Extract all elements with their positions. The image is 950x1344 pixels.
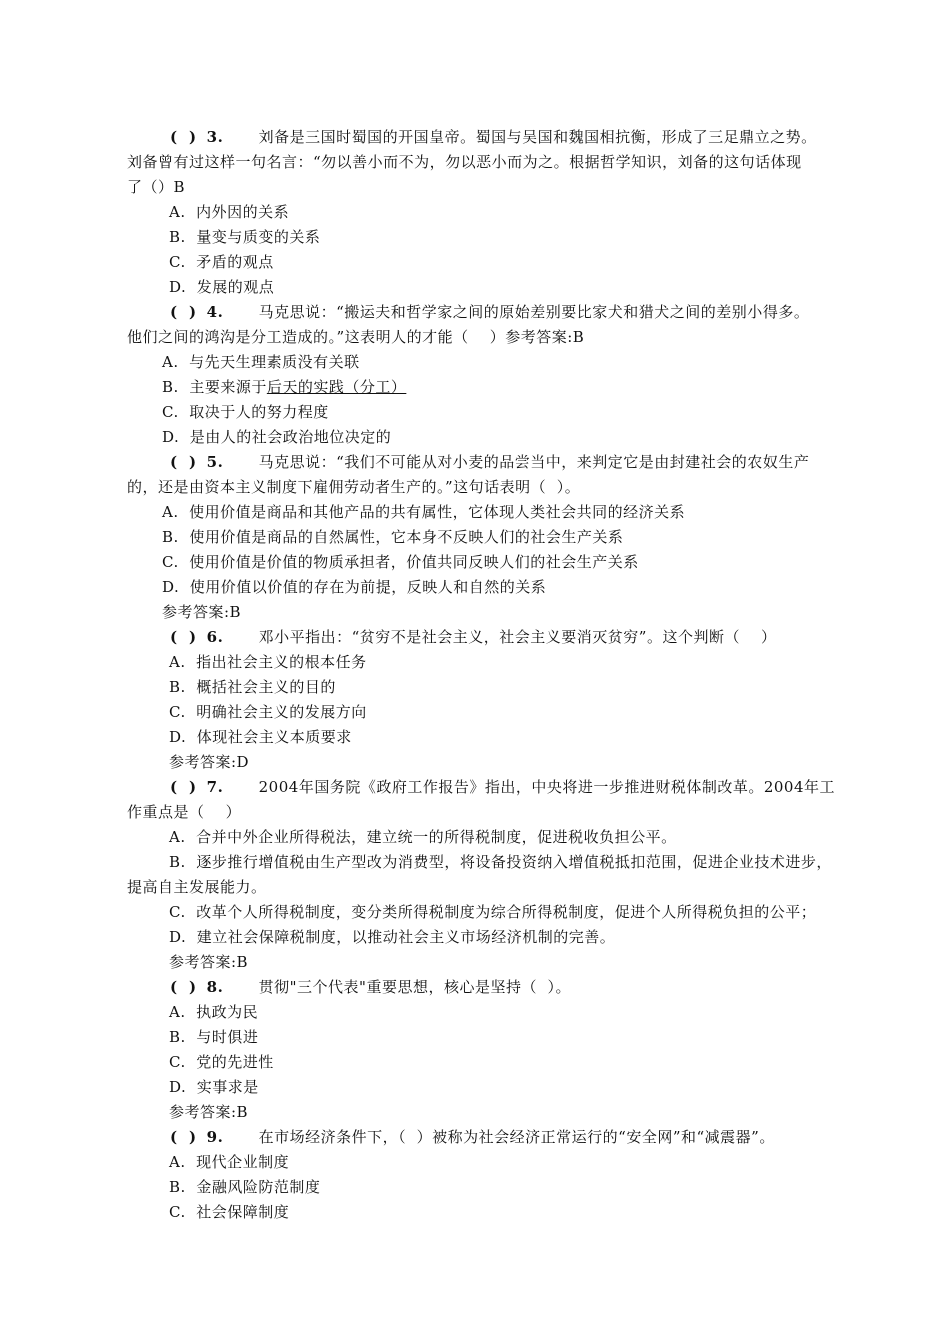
question-paren: ( ) bbox=[170, 453, 197, 471]
question-3-stem-line-2: 刘备曾有过这样一句名言：“勿以善小而不为，勿以恶小而为之。根据哲学知识，刘备的这句话体现 bbox=[127, 153, 802, 171]
question-8-stem-line-1 bbox=[170, 975, 571, 1000]
question-9-option-a: A. 现代企业制度 bbox=[169, 1153, 290, 1171]
question-4-stem-line-1 bbox=[170, 300, 809, 325]
question-7-option-c: C. 改革个人所得税制度，变分类所得税制度为综合所得税制度，促进个人所得税负担的公平； bbox=[169, 903, 817, 921]
question-9-stem-line-1 bbox=[170, 1125, 775, 1150]
question-8-option-d: D. 实事求是 bbox=[169, 1078, 259, 1096]
question-7-option-b-line-2: 提高自主发展能力。 bbox=[127, 878, 267, 896]
option-text: B. 主要来源于 bbox=[162, 378, 267, 396]
question-text: 2004年国务院《政府工作报告》指出，中央将进一步推进财税体制改革。2004年工 bbox=[258, 778, 835, 796]
question-4-option-c: C. 取决于人的努力程度 bbox=[162, 403, 329, 421]
question-6-answer: 参考答案:D bbox=[169, 753, 250, 771]
question-paren: ( ) bbox=[170, 128, 197, 146]
question-9-option-c: C. 社会保障制度 bbox=[169, 1203, 290, 1221]
question-paren: ( ) bbox=[170, 1128, 197, 1146]
question-number: 9. bbox=[206, 1128, 224, 1146]
question-3-option-a: A. 内外因的关系 bbox=[169, 203, 290, 221]
question-5-option-d: D. 使用价值以价值的存在为前提，反映人和自然的关系 bbox=[162, 578, 547, 596]
question-6-option-a: A. 指出社会主义的根本任务 bbox=[169, 653, 367, 671]
question-7-answer: 参考答案:B bbox=[169, 953, 249, 971]
question-number: 3. bbox=[206, 128, 224, 146]
question-8-option-a: A. 执政为民 bbox=[169, 1003, 259, 1021]
question-5-stem-line-2: 的，还是由资本主义制度下雇佣劳动者生产的。”这句话表明（ ）。 bbox=[127, 478, 581, 496]
question-text: 邓小平指出：“贫穷不是社会主义，社会主义要消灭贫穷”。这个判断（ ） bbox=[258, 628, 777, 646]
question-number: 4. bbox=[206, 303, 224, 321]
question-number: 8. bbox=[206, 978, 224, 996]
question-paren: ( ) bbox=[170, 778, 197, 796]
question-4-stem-line-2: 他们之间的鸿沟是分工造成的。”这表明人的才能（ ）参考答案:B bbox=[127, 328, 585, 346]
question-number: 6. bbox=[206, 628, 224, 646]
question-3-stem-line-1 bbox=[170, 125, 817, 150]
question-6-option-d: D. 体现社会主义本质要求 bbox=[169, 728, 352, 746]
question-number: 7. bbox=[206, 778, 224, 796]
question-7-option-b-line-1: B. 逐步推行增值税由生产型改为消费型，将设备投资纳入增值税抵扣范围，促进企业技术进步， bbox=[169, 853, 832, 871]
question-5-stem-line-1 bbox=[170, 450, 809, 475]
question-6-option-c: C. 明确社会主义的发展方向 bbox=[169, 703, 367, 721]
question-8-option-c: C. 党的先进性 bbox=[169, 1053, 274, 1071]
question-5-option-c: C. 使用价值是价值的物质承担者，价值共同反映人们的社会生产关系 bbox=[162, 553, 639, 571]
underlined-answer-text: 后天的实践（分工） bbox=[266, 378, 407, 396]
question-5-option-a: A. 使用价值是商品和其他产品的共有属性，它体现人类社会共同的经济关系 bbox=[162, 503, 686, 521]
question-text: 在市场经济条件下，（ ）被称为社会经济正常运行的“安全网”和“减震器”。 bbox=[258, 1128, 775, 1146]
question-3-stem-line-3: 了（）B bbox=[127, 178, 186, 196]
question-6-stem-line-1 bbox=[170, 625, 777, 650]
question-8-option-b: B. 与时俱进 bbox=[169, 1028, 259, 1046]
question-number: 5. bbox=[206, 453, 224, 471]
question-6-option-b: B. 概括社会主义的目的 bbox=[169, 678, 336, 696]
question-4-option-a: A. 与先天生理素质没有关联 bbox=[162, 353, 360, 371]
question-text: 贯彻"三个代表"重要思想，核心是坚持（ ）。 bbox=[258, 978, 571, 996]
question-3-option-c: C. 矛盾的观点 bbox=[169, 253, 274, 271]
question-paren: ( ) bbox=[170, 978, 197, 996]
question-4-option-d: D. 是由人的社会政治地位决定的 bbox=[162, 428, 392, 446]
question-3-option-b: B. 量变与质变的关系 bbox=[169, 228, 321, 246]
question-text: 刘备是三国时蜀国的开国皇帝。蜀国与吴国和魏国相抗衡，形成了三足鼎立之势。 bbox=[258, 128, 817, 146]
question-7-stem-line-1 bbox=[170, 775, 835, 800]
question-7-option-d: D. 建立社会保障税制度，以推动社会主义市场经济机制的完善。 bbox=[169, 928, 616, 946]
question-text: 马克思说：“我们不可能从对小麦的品尝当中，来判定它是由封建社会的农奴生产 bbox=[258, 453, 810, 471]
question-8-answer: 参考答案:B bbox=[169, 1103, 249, 1121]
question-9-option-b: B. 金融风险防范制度 bbox=[169, 1178, 321, 1196]
question-7-option-a: A. 合并中外企业所得税法，建立统一的所得税制度，促进税收负担公平。 bbox=[169, 828, 677, 846]
question-paren: ( ) bbox=[170, 303, 197, 321]
question-4-option-b bbox=[162, 375, 406, 400]
question-3-option-d: D. 发展的观点 bbox=[169, 278, 275, 296]
question-5-answer: 参考答案:B bbox=[162, 603, 242, 621]
question-paren: ( ) bbox=[170, 628, 197, 646]
question-5-option-b: B. 使用价值是商品的自然属性，它本身不反映人们的社会生产关系 bbox=[162, 528, 624, 546]
question-text: 马克思说：“搬运夫和哲学家之间的原始差别要比家犬和猎犬之间的差别小得多。 bbox=[258, 303, 810, 321]
question-7-stem-line-2: 作重点是（ ） bbox=[127, 803, 242, 821]
